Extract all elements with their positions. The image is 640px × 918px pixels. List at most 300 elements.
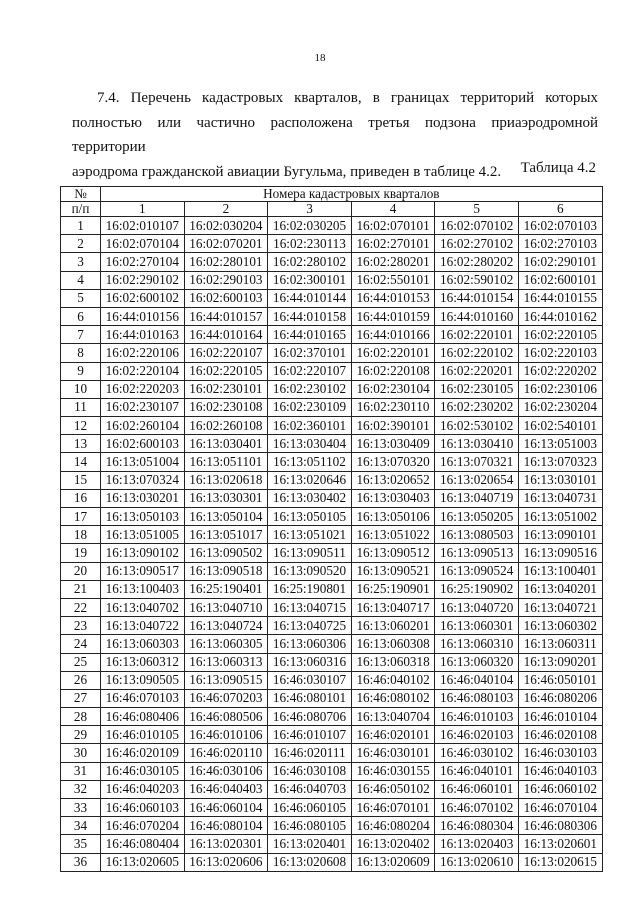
cadastral-number-cell: 16:46:080103: [435, 689, 519, 707]
cadastral-number-cell: 16:46:080104: [184, 817, 268, 835]
cadastral-number-cell: 16:02:220101: [351, 344, 435, 362]
cadastral-number-cell: 16:46:040104: [435, 671, 519, 689]
cadastral-number-cell: 16:46:050101: [518, 671, 602, 689]
cadastral-number-cell: 16:02:220107: [268, 362, 352, 380]
table-row: [61, 653, 603, 671]
row-number: 27: [61, 689, 101, 707]
cadastral-number-cell: 16:13:060320: [435, 653, 519, 671]
cadastral-number-cell: 16:46:080706: [268, 708, 352, 726]
cadastral-number-cell: 16:46:030155: [351, 762, 435, 780]
row-number: 28: [61, 708, 101, 726]
cadastral-number-cell: 16:46:020109: [101, 744, 185, 762]
intro-line-3: аэродрома гражданской авиации Бугульма, приведен в таблице 4.2.: [72, 163, 502, 180]
cadastral-number-cell: 16:13:090102: [101, 544, 185, 562]
cadastral-number-cell: 16:13:060302: [518, 617, 602, 635]
cadastral-number-cell: 16:46:030105: [101, 762, 185, 780]
table-row: [61, 489, 603, 507]
cadastral-number-cell: 16:02:220103: [518, 344, 602, 362]
cadastral-number-cell: 16:44:010165: [268, 326, 352, 344]
cadastral-number-cell: 16:46:020111: [268, 744, 352, 762]
cadastral-number-cell: 16:13:020654: [435, 471, 519, 489]
cadastral-number-cell: 16:46:020108: [518, 726, 602, 744]
cadastral-number-cell: 16:13:100401: [518, 562, 602, 580]
row-number: 32: [61, 780, 101, 798]
cadastral-number-cell: 16:46:080306: [518, 817, 602, 835]
cadastral-number-cell: 16:02:030204: [184, 217, 268, 235]
cadastral-number-cell: 16:02:290103: [184, 271, 268, 289]
table-header-row-2: [61, 202, 603, 217]
cadastral-number-cell: 16:13:020401: [268, 835, 352, 853]
table-row: [61, 708, 603, 726]
cadastral-number-cell: 16:46:030101: [351, 744, 435, 762]
table-row: [61, 289, 603, 307]
cadastral-number-cell: 16:02:280202: [435, 253, 519, 271]
row-number: 11: [61, 398, 101, 416]
cadastral-number-cell: 16:46:030106: [184, 762, 268, 780]
cadastral-number-cell: 16:02:230109: [268, 398, 352, 416]
table-row: [61, 671, 603, 689]
cadastral-number-cell: 16:13:051022: [351, 526, 435, 544]
table-row: [61, 471, 603, 489]
cadastral-number-cell: 16:13:020601: [518, 835, 602, 853]
cadastral-number-cell: 16:46:040703: [268, 780, 352, 798]
cadastral-number-cell: 16:13:020609: [351, 853, 435, 871]
cadastral-number-cell: 16:44:010160: [435, 307, 519, 325]
cadastral-number-cell: 16:46:080506: [184, 708, 268, 726]
cadastral-number-cell: 16:13:070323: [518, 453, 602, 471]
cadastral-number-cell: 16:46:030108: [268, 762, 352, 780]
table-row: [61, 235, 603, 253]
row-number: 6: [61, 307, 101, 325]
row-number: 20: [61, 562, 101, 580]
cadastral-number-cell: 16:13:060306: [268, 635, 352, 653]
cadastral-number-cell: 16:13:051003: [518, 435, 602, 453]
cadastral-number-cell: 16:44:010155: [518, 289, 602, 307]
cadastral-number-cell: 16:44:010158: [268, 307, 352, 325]
row-number: 31: [61, 762, 101, 780]
table-row: [61, 544, 603, 562]
table-row: [61, 780, 603, 798]
row-number: 14: [61, 453, 101, 471]
row-number: 18: [61, 526, 101, 544]
cadastral-number-cell: 16:13:090502: [184, 544, 268, 562]
cadastral-number-cell: 16:02:270104: [101, 253, 185, 271]
cadastral-number-cell: 16:02:070102: [435, 217, 519, 235]
table-row: [61, 726, 603, 744]
cadastral-number-cell: 16:46:080105: [268, 817, 352, 835]
cadastral-number-cell: 16:02:280102: [268, 253, 352, 271]
cadastral-number-cell: 16:13:090515: [184, 671, 268, 689]
table-row: [61, 617, 603, 635]
table-header-row-1: [61, 187, 603, 202]
row-number: 8: [61, 344, 101, 362]
row-number: 30: [61, 744, 101, 762]
table-row: [61, 689, 603, 707]
page-number: 18: [314, 52, 326, 64]
cadastral-number-cell: 16:13:020301: [184, 835, 268, 853]
cadastral-number-cell: 16:13:040722: [101, 617, 185, 635]
cadastral-number-cell: 16:13:020652: [351, 471, 435, 489]
cadastral-number-cell: 16:13:090517: [101, 562, 185, 580]
cadastral-number-cell: 16:13:090511: [268, 544, 352, 562]
cadastral-number-cell: 16:46:040102: [351, 671, 435, 689]
cadastral-number-cell: 16:02:290102: [101, 271, 185, 289]
cadastral-number-cell: 16:46:060104: [184, 799, 268, 817]
cadastral-number-cell: 16:13:030403: [351, 489, 435, 507]
cadastral-number-cell: 16:02:070101: [351, 217, 435, 235]
cadastral-number-cell: 16:13:020606: [184, 853, 268, 871]
cadastral-number-cell: 16:46:070101: [351, 799, 435, 817]
cadastral-number-cell: 16:25:190902: [435, 580, 519, 598]
cadastral-number-cell: 16:02:360101: [268, 417, 352, 435]
table-row: [61, 817, 603, 835]
column-header: 2: [184, 202, 268, 217]
cadastral-number-cell: 16:02:220201: [435, 362, 519, 380]
row-number: 33: [61, 799, 101, 817]
cadastral-number-cell: 16:13:051004: [101, 453, 185, 471]
cadastral-number-cell: 16:13:040201: [518, 580, 602, 598]
cadastral-number-cell: 16:13:020605: [101, 853, 185, 871]
cadastral-number-cell: 16:02:600103: [184, 289, 268, 307]
table-row: [61, 526, 603, 544]
cadastral-number-cell: 16:46:020103: [435, 726, 519, 744]
cadastral-number-cell: 16:13:020615: [518, 853, 602, 871]
cadastral-number-cell: 16:13:030201: [101, 489, 185, 507]
cadastral-number-cell: 16:02:070103: [518, 217, 602, 235]
cadastral-number-cell: 16:02:280101: [184, 253, 268, 271]
cadastral-number-cell: 16:46:020110: [184, 744, 268, 762]
row-number: 25: [61, 653, 101, 671]
group-header: Номера кадастровых кварталов: [101, 187, 603, 202]
table-row: [61, 398, 603, 416]
cadastral-number-cell: 16:25:190801: [268, 580, 352, 598]
cadastral-number-cell: 16:13:060201: [351, 617, 435, 635]
table-row: [61, 580, 603, 598]
cadastral-number-cell: 16:02:070104: [101, 235, 185, 253]
cadastral-number-cell: 16:13:040719: [435, 489, 519, 507]
cadastral-number-cell: 16:13:040704: [351, 708, 435, 726]
cadastral-number-cell: 16:13:040731: [518, 489, 602, 507]
cadastral-number-cell: 16:13:040717: [351, 598, 435, 616]
cadastral-number-cell: 16:46:040403: [184, 780, 268, 798]
table-row: [61, 762, 603, 780]
cadastral-number-cell: 16:46:010106: [184, 726, 268, 744]
table-row: [61, 344, 603, 362]
table-row: [61, 362, 603, 380]
cadastral-number-cell: 16:46:070203: [184, 689, 268, 707]
row-number: 10: [61, 380, 101, 398]
cadastral-number-cell: 16:13:030409: [351, 435, 435, 453]
table-row: [61, 307, 603, 325]
row-number: 24: [61, 635, 101, 653]
table-body: [61, 217, 603, 872]
row-number: 19: [61, 544, 101, 562]
cadastral-number-cell: 16:02:270102: [435, 235, 519, 253]
cadastral-number-cell: 16:44:010159: [351, 307, 435, 325]
cadastral-number-cell: 16:02:220108: [351, 362, 435, 380]
cadastral-number-cell: 16:02:590102: [435, 271, 519, 289]
cadastral-number-cell: 16:02:230102: [268, 380, 352, 398]
cadastral-number-cell: 16:46:010107: [268, 726, 352, 744]
row-number: 35: [61, 835, 101, 853]
cadastral-number-cell: 16:46:010103: [435, 708, 519, 726]
cadastral-number-cell: 16:02:220105: [184, 362, 268, 380]
cadastral-number-cell: 16:02:010107: [101, 217, 185, 235]
cadastral-number-cell: 16:02:220101: [435, 326, 519, 344]
row-number: 26: [61, 671, 101, 689]
cadastral-number-cell: 16:02:530102: [435, 417, 519, 435]
cadastral-number-cell: 16:44:010154: [435, 289, 519, 307]
cadastral-number-cell: 16:13:050104: [184, 508, 268, 526]
table-row: [61, 853, 603, 871]
row-number: 13: [61, 435, 101, 453]
cadastral-number-cell: 16:46:060105: [268, 799, 352, 817]
cadastral-number-cell: 16:44:010166: [351, 326, 435, 344]
cadastral-number-cell: 16:02:030205: [268, 217, 352, 235]
cadastral-number-cell: 16:02:600101: [518, 271, 602, 289]
cadastral-number-cell: 16:13:090512: [351, 544, 435, 562]
row-number: 36: [61, 853, 101, 871]
cadastral-number-cell: 16:13:040721: [518, 598, 602, 616]
cadastral-number-cell: 16:02:390101: [351, 417, 435, 435]
cadastral-number-cell: 16:13:050105: [268, 508, 352, 526]
cadastral-number-cell: 16:02:290101: [518, 253, 602, 271]
cadastral-number-cell: 16:25:190401: [184, 580, 268, 598]
cadastral-number-cell: 16:02:550101: [351, 271, 435, 289]
cadastral-number-cell: 16:46:070103: [101, 689, 185, 707]
table-row: [61, 598, 603, 616]
cadastral-number-cell: 16:13:030402: [268, 489, 352, 507]
table-row: [61, 835, 603, 853]
cadastral-number-cell: 16:13:090518: [184, 562, 268, 580]
cadastral-number-cell: 16:02:230107: [101, 398, 185, 416]
column-header: 5: [435, 202, 519, 217]
intro-line-2: полностью или частично расположена третья подзона приаэродромной территории: [72, 114, 598, 155]
column-header: 6: [518, 202, 602, 217]
cadastral-number-cell: 16:13:070324: [101, 471, 185, 489]
cadastral-number-cell: 16:13:060318: [351, 653, 435, 671]
row-number: 4: [61, 271, 101, 289]
row-number: 23: [61, 617, 101, 635]
cadastral-number-cell: 16:13:051101: [184, 453, 268, 471]
cadastral-number-cell: 16:46:040203: [101, 780, 185, 798]
cadastral-number-cell: 16:13:020618: [184, 471, 268, 489]
cadastral-number-cell: 16:13:090516: [518, 544, 602, 562]
table-row: [61, 508, 603, 526]
cadastral-number-cell: 16:02:220102: [435, 344, 519, 362]
cadastral-number-cell: 16:02:230204: [518, 398, 602, 416]
cadastral-number-cell: 16:46:080204: [351, 817, 435, 835]
row-number: 1: [61, 217, 101, 235]
table-row: [61, 799, 603, 817]
table-row: [61, 417, 603, 435]
cadastral-number-cell: 16:02:600102: [101, 289, 185, 307]
row-number: 7: [61, 326, 101, 344]
cadastral-number-cell: 16:02:270101: [351, 235, 435, 253]
cadastral-number-cell: 16:13:030401: [184, 435, 268, 453]
cadastral-number-cell: 16:13:030301: [184, 489, 268, 507]
table-row: [61, 635, 603, 653]
table-row: [61, 326, 603, 344]
cadastral-number-cell: 16:46:080404: [101, 835, 185, 853]
cadastral-number-cell: 16:02:220106: [101, 344, 185, 362]
cadastral-number-cell: 16:46:030103: [518, 744, 602, 762]
cadastral-number-cell: 16:46:020101: [351, 726, 435, 744]
cadastral-number-cell: 16:13:020403: [435, 835, 519, 853]
cadastral-number-cell: 16:25:190901: [351, 580, 435, 598]
row-number: 9: [61, 362, 101, 380]
cadastral-number-cell: 16:44:010163: [101, 326, 185, 344]
row-number: 17: [61, 508, 101, 526]
cadastral-number-cell: 16:13:060303: [101, 635, 185, 653]
cadastral-number-cell: 16:13:040725: [268, 617, 352, 635]
table-row: [61, 217, 603, 235]
row-number: 15: [61, 471, 101, 489]
cadastral-number-cell: 16:13:051002: [518, 508, 602, 526]
cadastral-number-cell: 16:46:080206: [518, 689, 602, 707]
table-row: [61, 435, 603, 453]
num-header-symbol: №: [61, 187, 101, 202]
cadastral-number-cell: 16:13:060313: [184, 653, 268, 671]
cadastral-number-cell: 16:02:220104: [101, 362, 185, 380]
row-number: 29: [61, 726, 101, 744]
intro-line-1: 7.4. Перечень кадастровых кварталов, в границах территорий которых: [97, 90, 598, 106]
cadastral-number-cell: 16:46:060103: [101, 799, 185, 817]
num-header-label: п/п: [61, 202, 101, 217]
cadastral-number-cell: 16:02:220202: [518, 362, 602, 380]
cadastral-number-cell: 16:02:300101: [268, 271, 352, 289]
cadastral-number-cell: 16:13:050205: [435, 508, 519, 526]
cadastral-number-cell: 16:13:090201: [518, 653, 602, 671]
cadastral-number-cell: 16:13:040715: [268, 598, 352, 616]
row-number: 12: [61, 417, 101, 435]
cadastral-number-cell: 16:13:051017: [184, 526, 268, 544]
cadastral-number-cell: 16:44:010162: [518, 307, 602, 325]
cadastral-number-cell: 16:46:050102: [351, 780, 435, 798]
cadastral-number-cell: 16:13:020608: [268, 853, 352, 871]
row-number: 5: [61, 289, 101, 307]
cadastral-quarters-table: [60, 186, 603, 872]
cadastral-number-cell: 16:13:040702: [101, 598, 185, 616]
intro-paragraph: [72, 86, 598, 184]
cadastral-number-cell: 16:44:010153: [351, 289, 435, 307]
table-caption: Таблица 4.2: [520, 160, 596, 176]
table-row: [61, 271, 603, 289]
cadastral-number-cell: 16:13:070321: [435, 453, 519, 471]
cadastral-number-cell: 16:46:030107: [268, 671, 352, 689]
cadastral-number-cell: 16:02:220105: [518, 326, 602, 344]
cadastral-number-cell: 16:13:050106: [351, 508, 435, 526]
row-number: 21: [61, 580, 101, 598]
table-row: [61, 453, 603, 471]
cadastral-number-cell: 16:02:230106: [518, 380, 602, 398]
cadastral-number-cell: 16:02:230108: [184, 398, 268, 416]
cadastral-number-cell: 16:13:040720: [435, 598, 519, 616]
cadastral-number-cell: 16:02:600103: [101, 435, 185, 453]
cadastral-number-cell: 16:02:230110: [351, 398, 435, 416]
cadastral-number-cell: 16:13:030404: [268, 435, 352, 453]
row-number: 22: [61, 598, 101, 616]
cadastral-number-cell: 16:13:060305: [184, 635, 268, 653]
table-row: [61, 562, 603, 580]
cadastral-number-cell: 16:02:540101: [518, 417, 602, 435]
cadastral-number-cell: 16:02:230101: [184, 380, 268, 398]
cadastral-number-cell: 16:13:030410: [435, 435, 519, 453]
column-header: 1: [101, 202, 185, 217]
cadastral-number-cell: 16:13:090505: [101, 671, 185, 689]
cadastral-number-cell: 16:46:070204: [101, 817, 185, 835]
cadastral-number-cell: 16:02:230104: [351, 380, 435, 398]
cadastral-number-cell: 16:02:260108: [184, 417, 268, 435]
cadastral-number-cell: 16:02:230202: [435, 398, 519, 416]
cadastral-number-cell: 16:46:040103: [518, 762, 602, 780]
cadastral-number-cell: 16:46:040101: [435, 762, 519, 780]
cadastral-number-cell: 16:02:070201: [184, 235, 268, 253]
cadastral-number-cell: 16:46:080406: [101, 708, 185, 726]
cadastral-number-cell: 16:13:020610: [435, 853, 519, 871]
table-row: [61, 253, 603, 271]
cadastral-number-cell: 16:13:090520: [268, 562, 352, 580]
cadastral-number-cell: 16:02:230105: [435, 380, 519, 398]
cadastral-number-cell: 16:46:080101: [268, 689, 352, 707]
cadastral-number-cell: 16:46:080304: [435, 817, 519, 835]
column-header: 4: [351, 202, 435, 217]
cadastral-number-cell: 16:13:020402: [351, 835, 435, 853]
cadastral-number-cell: 16:02:230113: [268, 235, 352, 253]
cadastral-number-cell: 16:46:070102: [435, 799, 519, 817]
table-row: [61, 744, 603, 762]
cadastral-number-cell: 16:13:070320: [351, 453, 435, 471]
cadastral-number-cell: 16:46:060101: [435, 780, 519, 798]
table-row: [61, 380, 603, 398]
cadastral-number-cell: 16:44:010156: [101, 307, 185, 325]
cadastral-number-cell: 16:13:060316: [268, 653, 352, 671]
cadastral-number-cell: 16:13:090521: [351, 562, 435, 580]
cadastral-number-cell: 16:13:051102: [268, 453, 352, 471]
cadastral-number-cell: 16:44:010157: [184, 307, 268, 325]
cadastral-number-cell: 16:13:051021: [268, 526, 352, 544]
cadastral-number-cell: 16:13:080503: [435, 526, 519, 544]
cadastral-number-cell: 16:13:090524: [435, 562, 519, 580]
cadastral-number-cell: 16:46:010105: [101, 726, 185, 744]
cadastral-number-cell: 16:02:280201: [351, 253, 435, 271]
cadastral-number-cell: 16:02:260104: [101, 417, 185, 435]
cadastral-number-cell: 16:02:220203: [101, 380, 185, 398]
cadastral-number-cell: 16:13:060310: [435, 635, 519, 653]
cadastral-number-cell: 16:13:100403: [101, 580, 185, 598]
row-number: 16: [61, 489, 101, 507]
cadastral-number-cell: 16:02:220107: [184, 344, 268, 362]
cadastral-number-cell: 16:13:051005: [101, 526, 185, 544]
row-number: 3: [61, 253, 101, 271]
cadastral-number-cell: 16:46:070104: [518, 799, 602, 817]
cadastral-number-cell: 16:02:270103: [518, 235, 602, 253]
cadastral-number-cell: 16:46:030102: [435, 744, 519, 762]
cadastral-number-cell: 16:13:030101: [518, 471, 602, 489]
cadastral-number-cell: 16:13:090513: [435, 544, 519, 562]
column-header: 3: [268, 202, 352, 217]
cadastral-number-cell: 16:13:050103: [101, 508, 185, 526]
cadastral-number-cell: 16:13:020646: [268, 471, 352, 489]
row-number: 34: [61, 817, 101, 835]
cadastral-number-cell: 16:02:370101: [268, 344, 352, 362]
cadastral-number-cell: 16:13:040724: [184, 617, 268, 635]
cadastral-number-cell: 16:44:010164: [184, 326, 268, 344]
cadastral-number-cell: 16:13:040710: [184, 598, 268, 616]
cadastral-number-cell: 16:46:080102: [351, 689, 435, 707]
cadastral-number-cell: 16:13:060301: [435, 617, 519, 635]
cadastral-number-cell: 16:13:090101: [518, 526, 602, 544]
